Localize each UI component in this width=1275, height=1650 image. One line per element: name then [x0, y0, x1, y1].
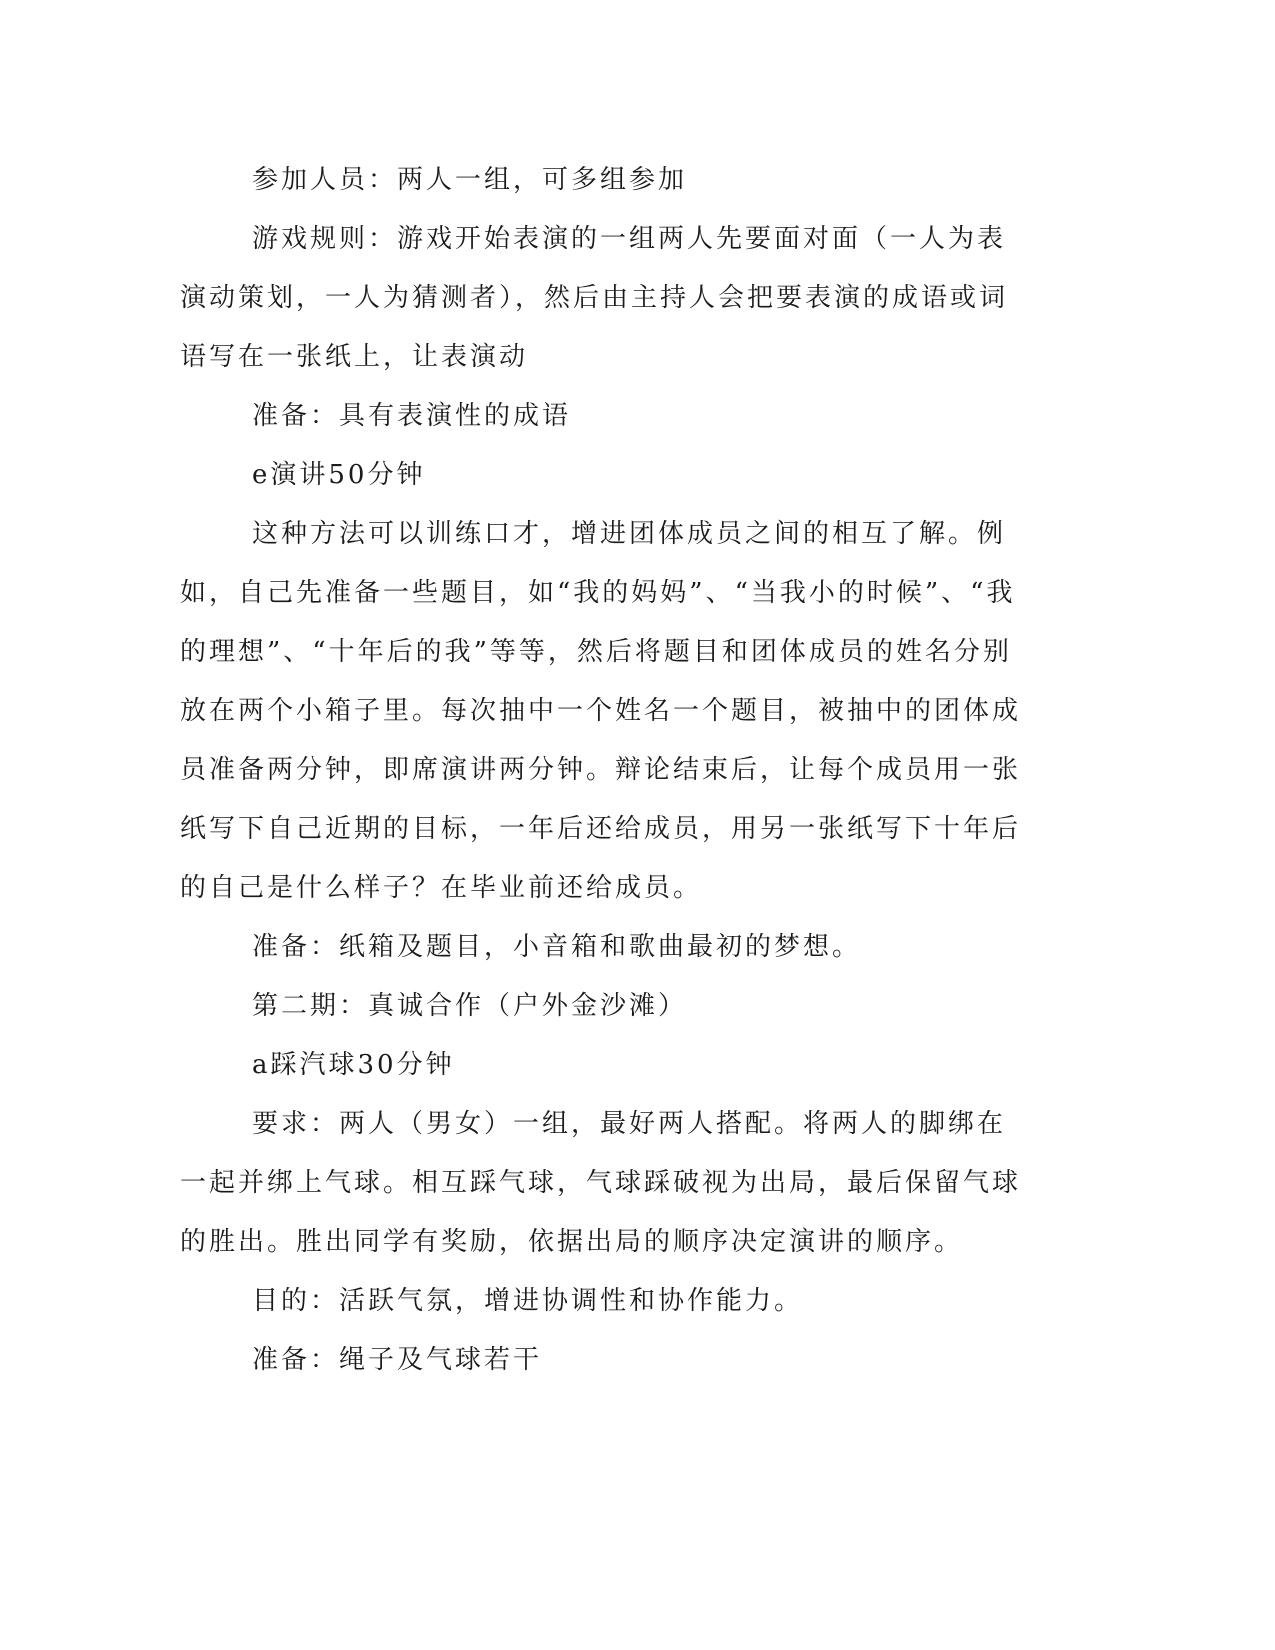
balloon-requirements-paragraph: 要求：两人（男女）一组，最好两人搭配。将两人的脚绑在一起并绑上气球。相互踩气球，气球踩破视为出局，最后保留气球的胜出。胜出同学有奖励，依据出局的顺序决定演讲的顺序。 — [180, 1109, 1022, 1257]
game-rules-paragraph: 游戏规则：游戏开始表演的一组两人先要面对面（一人为表演动策划，一人为猜测者），然后由主持人会把要表演的成语或词语写在一张纸上，让表演动 — [180, 224, 1009, 372]
document-body — [180, 151, 1030, 1390]
speech-description-paragraph: 这种方法可以训练口才，增进团体成员之间的相互了解。例如，自己先准备一些题目，如“我的妈妈”、“当我小的时候”、“我的理想”、“十年后的我”等等，然后将题目和团体成员的姓名分别放在两个小箱子里。每次抽中一个姓名一个题目，被抽中的团体成员准备两分钟，即席演讲两分钟。辩论结束后，让每个成员用一张纸写下自己近期的目标，一年后还给成员，用另一张纸写下十年后的自己是什么样子？在毕业前还给成员。 — [180, 519, 1022, 903]
preparation-idioms-paragraph: 准备：具有表演性的成语 — [252, 401, 572, 431]
phase-two-heading: 第二期：真诚合作（户外金沙滩） — [252, 991, 688, 1021]
preparation-rope-paragraph: 准备：绳子及气球若干 — [252, 1345, 543, 1375]
purpose-paragraph: 目的：活跃气氛，增进协调性和协作能力。 — [252, 1286, 804, 1316]
participants-paragraph: 参加人员：两人一组，可多组参加 — [252, 165, 688, 195]
speech-heading: e演讲50分钟 — [252, 460, 426, 490]
preparation-boxes-paragraph: 准备：纸箱及题目，小音箱和歌曲最初的梦想。 — [252, 932, 862, 962]
balloon-game-heading: a踩汽球30分钟 — [252, 1050, 455, 1080]
